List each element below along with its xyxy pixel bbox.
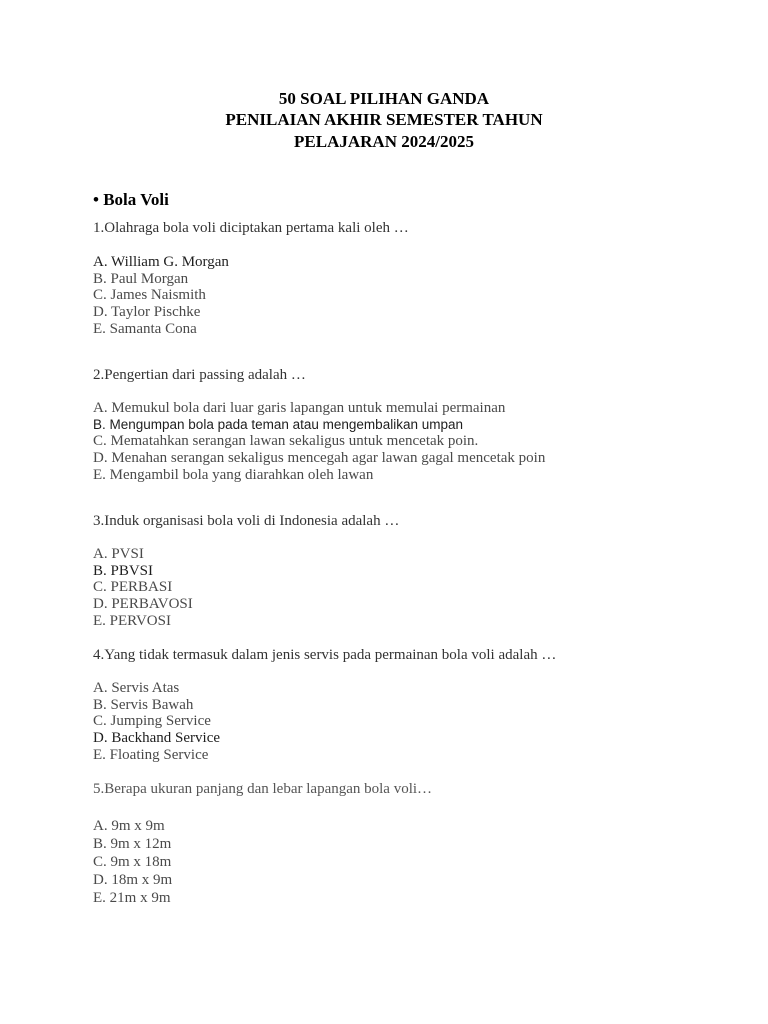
question-3-option-a: A. PVSI: [93, 546, 144, 562]
question-5-option-d: D. 18m x 9m: [93, 872, 173, 888]
question-2-option-c: C. Mematahkan serangan lawan sekaligus untuk mencetak poin.: [93, 433, 479, 450]
document-title-line-1: 50 SOAL PILIHAN GANDA: [278, 89, 490, 108]
question-2-option-a: A. Memukul bola dari luar garis lapangan untuk memulai permainan: [93, 400, 506, 416]
question-1-option-b: B. Paul Morgan: [93, 270, 189, 287]
question-3: 3.Induk organisasi bola voli di Indonesia adalah …: [93, 513, 400, 529]
question-1-option-e: E. Samanta Cona: [93, 320, 197, 337]
document-title-line-2: PENILAIAN AKHIR SEMESTER TAHUN: [225, 110, 543, 129]
question-5: 5.Berapa ukuran panjang dan lebar lapangan bola voli…: [93, 781, 433, 797]
question-4-option-e: E. Floating Service: [93, 746, 209, 763]
question-3-options: [93, 546, 193, 630]
question-4-option-b: B. Servis Bawah: [93, 696, 194, 713]
question-2-option-d: D. Menahan serangan sekaligus mencegah agar lawan gagal mencetak poin: [93, 450, 546, 467]
question-2: 2.Pengertian dari passing adalah …: [93, 367, 306, 383]
question-1-option-d: D. Taylor Pischke: [93, 304, 201, 321]
question-3-option-b: B. PBVSI: [93, 562, 154, 579]
question-2-option-b: B. Mengumpan bola pada teman atau mengembalikan umpan: [93, 416, 463, 432]
question-5-option-e: E. 21m x 9m: [93, 890, 171, 906]
question-4-options: [93, 680, 220, 764]
question-3-option-e: E. PERVOSI: [93, 612, 171, 629]
question-1-option-c: C. James Naismith: [93, 287, 206, 304]
question-5-option-c: C. 9m x 18m: [93, 854, 172, 870]
question-5-option-a: A. 9m x 9m: [93, 818, 165, 834]
question-4: 4.Yang tidak termasuk dalam jenis servis pada permainan bola voli adalah …: [93, 647, 557, 663]
question-4-option-d: D. Backhand Service: [93, 730, 221, 747]
question-4-option-a: A. Servis Atas: [93, 680, 180, 696]
question-5-options: [93, 817, 172, 907]
question-1: 1.Olahraga bola voli diciptakan pertama kali oleh …: [93, 220, 409, 236]
question-5-option-b: B. 9m x 12m: [93, 836, 172, 852]
section-heading: • Bola Voli: [93, 190, 169, 209]
question-1-options: [93, 254, 229, 338]
document-title-line-3: PELAJARAN 2024/2025: [294, 132, 474, 151]
question-2-option-e: E. Mengambil bola yang diarahkan oleh lawan: [93, 466, 374, 483]
question-3-option-c: C. PERBASI: [93, 579, 173, 596]
question-4-option-c: C. Jumping Service: [93, 713, 211, 730]
question-3-option-d: D. PERBAVOSI: [93, 596, 193, 613]
question-2-options: [93, 400, 545, 484]
question-1-option-a: A. William G. Morgan: [93, 254, 229, 270]
